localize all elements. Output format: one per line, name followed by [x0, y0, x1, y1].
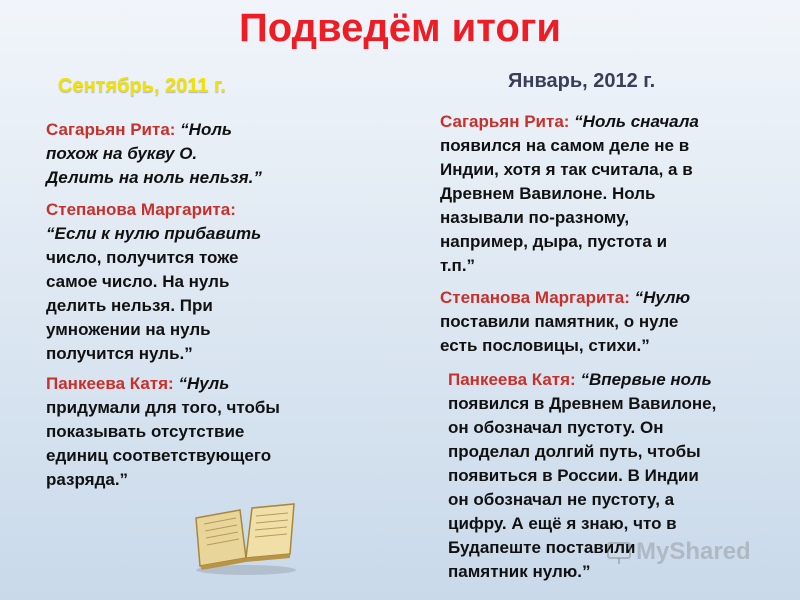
entry-text: показывать отсутствие — [46, 422, 245, 441]
entry-text: Индии, хотя я так считала, а в — [440, 160, 693, 179]
entry-text: число, получится тоже — [46, 248, 239, 267]
entry-text: Делить на ноль нельзя.” — [46, 168, 262, 187]
entry-text: умножении на нуль — [46, 320, 211, 339]
entry-author: Панкеева Катя: — [448, 370, 576, 389]
entry-text: “Ноль сначала — [569, 112, 699, 131]
entry-text: поставили памятник, о нуле — [440, 312, 679, 331]
entry-text: есть пословицы, стихи.” — [440, 336, 650, 355]
presentation-icon — [606, 540, 632, 566]
entry-text: единиц соответствующего — [46, 446, 272, 465]
entry-text: делить нельзя. При — [46, 296, 213, 315]
entry-text: самое число. На нуль — [46, 272, 230, 291]
entry-text: “Ноль — [175, 120, 233, 139]
entry-text: он обозначал пустоту. Он — [448, 418, 664, 437]
entry-text: Древнем Вавилоне. Ноль — [440, 184, 656, 203]
entry-text: например, дыра, пустота и — [440, 232, 668, 251]
entry-author: Панкеева Катя: — [46, 374, 174, 393]
entry-text: Будапеште поставили — [448, 538, 636, 557]
open-book-icon — [190, 496, 300, 576]
entry-text: “Нуль — [173, 374, 230, 393]
entry-text: появиться в России. В Индии — [448, 466, 699, 485]
left-entry-rita — [46, 118, 262, 190]
entry-author: Степанова Маргарита: — [440, 288, 630, 307]
entry-text: памятник нулю.” — [448, 562, 591, 581]
entry-text: “Если к нулю прибавить — [46, 224, 262, 243]
entry-author: Сагарьян Рита: — [440, 112, 570, 131]
entry-text: получится нуль.” — [46, 344, 193, 363]
left-entry-katya — [46, 372, 280, 492]
entry-author: Степанова Маргарита: — [46, 200, 236, 219]
entry-text: “Впервые ноль — [575, 370, 712, 389]
entry-text: цифру. А ещё я знаю, что в — [448, 514, 677, 533]
page-title: Подведём итоги — [238, 6, 562, 50]
watermark: MyShared — [636, 538, 751, 565]
entry-text: называли по-разному, — [440, 208, 630, 227]
entry-text: появился в Древнем Вавилоне, — [448, 394, 717, 413]
right-column-header: Январь, 2012 г. — [508, 70, 656, 92]
entry-text: разряда.” — [46, 470, 129, 489]
left-column-header: Сентябрь, 2011 г. — [58, 75, 226, 97]
entry-text: похож на букву О. — [46, 144, 198, 163]
right-entry-rita — [440, 110, 699, 278]
entry-text: он обозначал не пустоту, а — [448, 490, 675, 509]
entry-text: появился на самом деле не в — [440, 136, 690, 155]
entry-text: “Нулю — [629, 288, 691, 307]
entry-text: т.п.” — [440, 256, 476, 275]
left-entry-margarita — [46, 198, 261, 366]
right-entry-margarita — [440, 286, 690, 358]
entry-text: проделал долгий путь, чтобы — [448, 442, 701, 461]
entry-author: Сагарьян Рита: — [46, 120, 176, 139]
entry-text: придумали для того, чтобы — [46, 398, 280, 417]
